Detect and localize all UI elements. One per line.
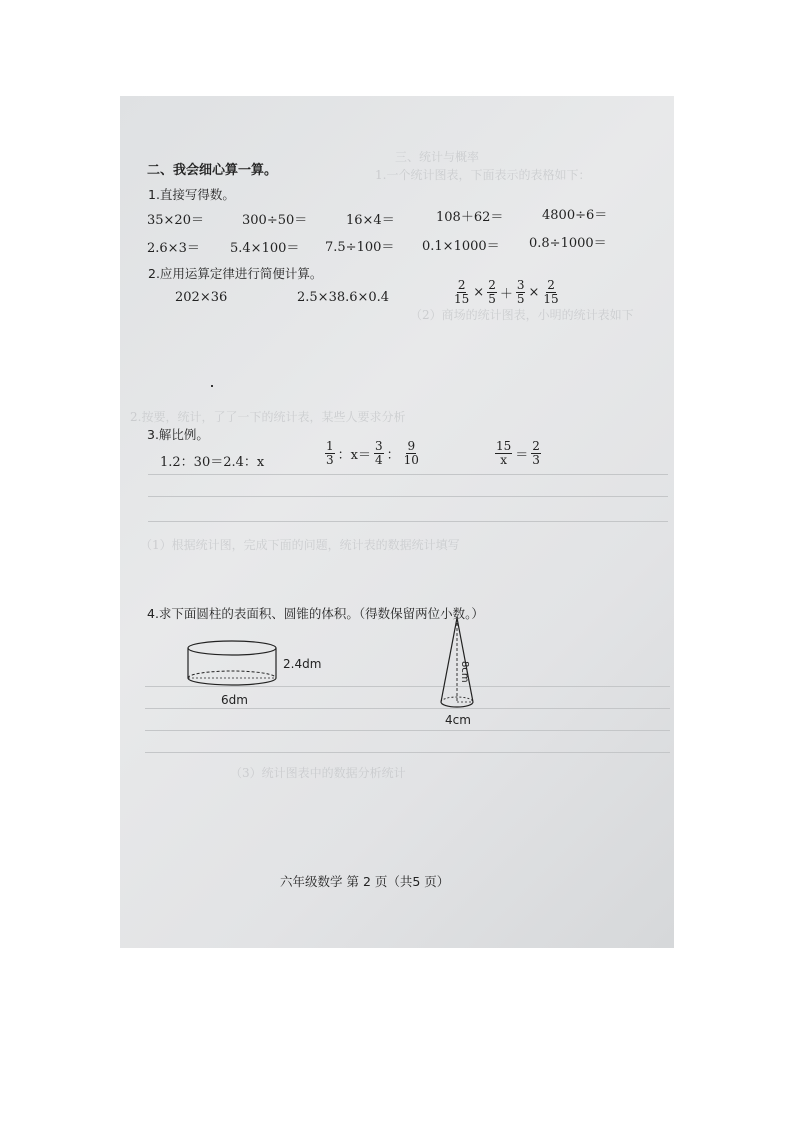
fraction: $\frac{9}{10}$ <box>403 439 419 467</box>
fraction: $\frac{15}{x}$ <box>496 439 512 467</box>
speck <box>211 385 213 387</box>
bleed-through-text: （3）统计图表中的数据分析统计 <box>230 766 406 780</box>
q1-item: 35×20＝ <box>147 213 204 228</box>
q1-item: 0.1×1000＝ <box>422 239 500 254</box>
page-footer: 六年级数学 第 2 页（共5 页） <box>280 874 450 889</box>
cylinder-diameter-label: 6dm <box>221 693 248 707</box>
q1-title: 1.直接写得数。 <box>148 187 235 202</box>
cone-height-label: 8cm <box>459 661 470 683</box>
fraction: $\frac{1}{3}$ <box>326 439 334 467</box>
q2-expression: 2.5×38.6×0.4 <box>297 290 390 305</box>
fraction: $\frac{2}{15}$ <box>543 278 559 306</box>
fraction: $\frac{2}{15}$ <box>454 278 470 306</box>
q1-item: 5.4×100＝ <box>230 241 300 256</box>
q4-title: 4.求下面圆柱的表面积、圆锥的体积。（得数保留两位小数。） <box>147 606 484 621</box>
q1-item: 300÷50＝ <box>242 213 308 228</box>
bleed-through-text: 2.按要，统计，了了一下的统计表，某些人要求分析 <box>130 410 406 424</box>
bleed-through-text: （1）根据统计图，完成下面的问题，统计表的数据统计填写 <box>140 538 460 552</box>
bleed-through-text: 1.一个统计图表，下面表示的表格如下： <box>375 168 591 182</box>
q3-fraction-equation: $\frac{15}{x}$ ＝ $\frac{2}{3}$ <box>496 439 540 467</box>
cone-diameter-label: 4cm <box>445 713 471 727</box>
q1-item: 16×4＝ <box>346 213 395 228</box>
cylinder-figure <box>182 636 342 716</box>
q1-item: 4800÷6＝ <box>542 208 608 223</box>
cylinder-height-label: 2.4dm <box>283 657 322 671</box>
q1-item: 108＋62＝ <box>436 210 504 225</box>
fraction: $\frac{2}{5}$ <box>488 278 496 306</box>
q2-expression: 202×36 <box>175 290 228 305</box>
q1-item: 0.8÷1000＝ <box>529 236 607 251</box>
q3-equation: 1.2：30＝2.4：x <box>160 455 265 470</box>
q3-fraction-equation: $\frac{1}{3}$ ：x＝ $\frac{3}{4}$ ： $\frac{9}{10}$ <box>326 439 419 467</box>
q1-item: 2.6×3＝ <box>147 241 200 256</box>
fraction: $\frac{3}{5}$ <box>516 278 525 306</box>
q2-fraction-expression: $\frac{2}{15}$ × $\frac{2}{5}$ ＋ $\frac{3}{5}$ × $\frac{2}{15}$ <box>454 278 559 306</box>
fraction: $\frac{3}{4}$ <box>374 439 383 467</box>
photographed-page <box>120 96 674 948</box>
q3-title: 3.解比例。 <box>147 427 209 442</box>
bleed-through-text: 三、统计与概率 <box>395 150 480 164</box>
section-title: 二、我会细心算一算。 <box>147 163 278 178</box>
fraction: $\frac{2}{3}$ <box>532 439 540 467</box>
q2-title: 2.应用运算定律进行简便计算。 <box>148 266 323 281</box>
bleed-through-text: （2）商场的统计图表，小明的统计表如下 <box>410 308 634 322</box>
q1-item: 7.5÷100＝ <box>325 240 395 255</box>
